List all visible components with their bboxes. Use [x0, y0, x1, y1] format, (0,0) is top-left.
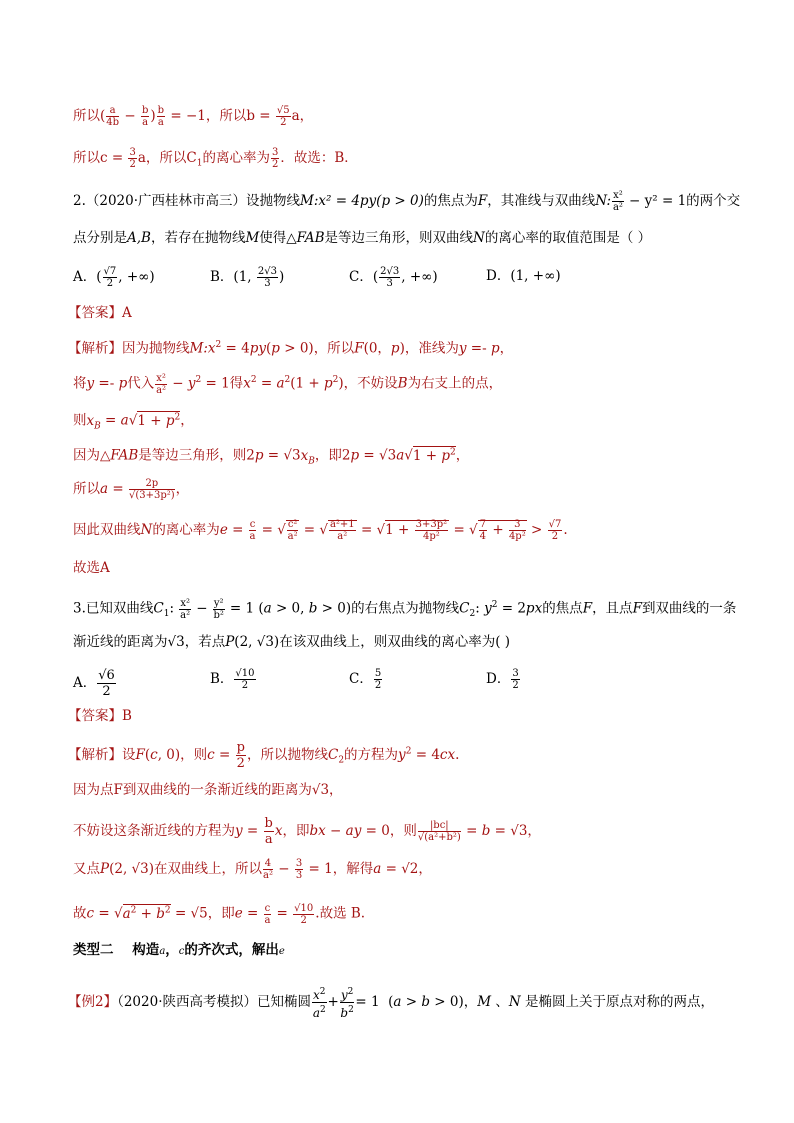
q2-analysis-1: 【解析】因为抛物线$M:x^2 = 4py(p > 0)$，所以F(0，p)，准线为y =- p，	[68, 340, 514, 357]
q3-stem-line-1: 3.已知双曲线$C_1$: $\frac{\text{x²}}{\text{a²}}$ − $\frac{\text{y²}}{\text{b²}}$ = 1 (a > 0, b > 0)的右焦点为抛物线$C_2$: $y^2 = 2px$的焦点F，且点F到双曲线的一条	[73, 597, 737, 621]
q2-answer: 【答案】A	[68, 305, 132, 321]
q2-analysis-5: 所以a = $\frac{2p}{\text{√(3+3p²)}}$ ，	[73, 478, 190, 501]
q2-analysis-3: 则$x_B = a√1 + p^2$，	[73, 412, 194, 432]
q3-analysis-5: 故$c = √a^2 + b^2 = √5$，即e = $\frac{c}{a}$ = $\frac{√10}{2}$ .故选 B.	[73, 902, 366, 926]
q2-option-c: C．( $\frac{2√3}{3}$ , +∞)	[349, 266, 438, 289]
q2-option-a: A．( $\frac{√7}{2}$ , +∞)	[73, 266, 155, 289]
example-2-stem: 【例2】（2020·陕西高考模拟）已知椭圆 $\frac{x^2}{a^2}$ + $\frac{y^2}{b^2}$ = 1 (a > b > 0)，M 、N 是椭圆上关于原点对称的两点，	[68, 987, 714, 1020]
solution-line-1: 所以( $\frac{a}{4b}$ − $\frac{b}{a}$ ) $\frac{b}{a}$ = −1，所以b = $\frac{√5}{2}$ a，	[73, 105, 314, 128]
q3-stem-line-2: 渐近线的距离为√3，若点P(2, √3)在该双曲线上，则双曲线的离心率为( )	[73, 634, 511, 650]
q3-option-d: D． $\frac{3}{2}$	[486, 668, 519, 691]
q2-analysis-4: 因为△FAB是等边三角形，则$2p = √3x_B$，即$2p = √3a√1 + p^2$，	[73, 447, 470, 467]
q3-option-a: A． $\frac{√6}{2}$	[73, 668, 115, 699]
q2-analysis-2: 将y =- p代入 $\frac{\text{x²}}{\text{a²}}$ − $y^2 = 1$得$x^2 = a^2(1 + p^2)$，不妨设B为右支上的点，	[73, 372, 503, 396]
q2-stem-line-2: 点分别是A,B，若存在抛物线M使得△FAB是等边三角形，则双曲线N的离心率的取值范围是（ ）	[73, 230, 652, 246]
q3-option-b: B． $\frac{√10}{2}$	[210, 668, 255, 691]
q3-analysis-2: 因为点F到双曲线的一条渐近线的距离为√3，	[73, 782, 343, 798]
q2-option-d: D．(1, +∞)	[486, 268, 561, 284]
q2-option-b: B．(1, $\frac{2√3}{3}$ )	[210, 266, 285, 289]
q3-analysis-1: 【解析】设F(c, 0)，则c = $\frac{p}{2}$ ，所以抛物线$C_2$的方程为$y^2 = 4cx$.	[68, 740, 460, 771]
q3-answer: 【答案】B	[68, 708, 132, 724]
type2-heading: 类型二 构造a，c的齐次式，解出e	[73, 942, 285, 958]
q3-analysis-3: 不妨设这条渐近线的方程为y = $\frac{b}{a}$ x，即bx − ay = 0，则 $\frac{|bc|}{\text{√(a²+b²)}}$ = b = √3，	[73, 816, 541, 847]
solution-line-2: 所以c = $\frac{3}{2}$ a，所以$C_1$的离心率为 $\frac{3}{2}$ ．故选：B．	[73, 147, 358, 170]
q2-stem-line-1: 2.（2020·广西桂林市高三）设抛物线M:x² = 4py(p > 0)的焦点为F，其准线与双曲线N: $\frac{\text{x²}}{\text{a²}}$ − y² = 1的两个交	[73, 190, 741, 213]
q2-analysis-7: 故选A	[73, 560, 110, 576]
q2-analysis-6: 因此双曲线N的离心率为e = $\frac{c}{a}$ = √ $\frac{\text{c²}}{\text{a²}}$ = √ $\frac{\text{a²+1}}{\text{a²}}$ = √1 + $\frac{\text{3+3p²}}{\text{4p²}}$ = √ $\frac{7}{4}$ + $\frac{3}{\text{4p²}}$ > $\frac{√7}{2}$ .	[73, 519, 568, 542]
q3-option-c: C． $\frac{5}{2}$	[349, 668, 382, 691]
q3-analysis-4: 又点P(2, √3)在双曲线上，所以 $\frac{4}{\text{a²}}$ − $\frac{3}{3}$ = 1，解得a = √2，	[73, 858, 432, 881]
